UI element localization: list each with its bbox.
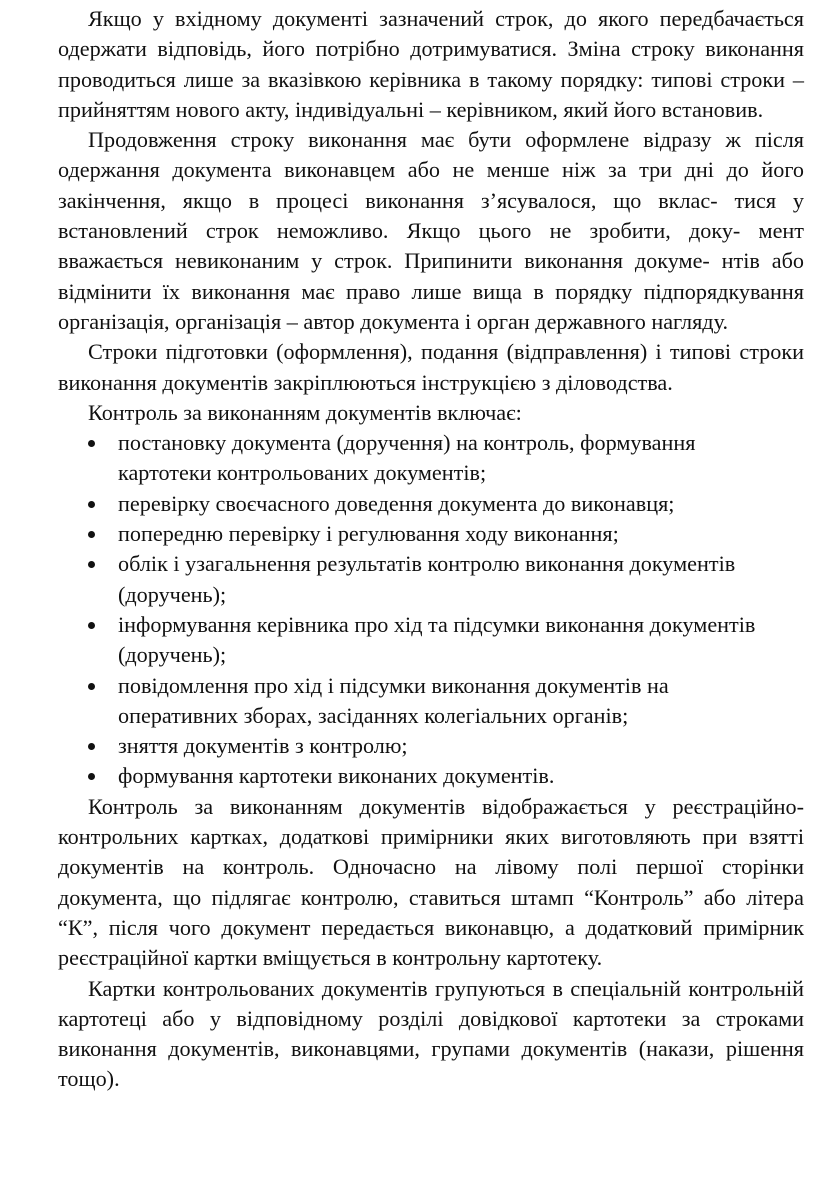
list-item-text: перевірку своєчасного доведення документа до виконавця;: [118, 490, 675, 516]
paragraph-deadlines-instruction: Строки підготовки (оформлення), подання (відправлення) і типові строки виконання документів закріплюються інструкцією з діловодства.: [58, 339, 804, 395]
list-item: [58, 549, 804, 610]
list-item-text: постановку документа (доручення) на контроль, формування картотеки контрольованих документів;: [118, 430, 696, 486]
list-item-text: попередню перевірку і регулювання ходу виконання;: [118, 521, 619, 547]
bullet-icon: [88, 561, 95, 568]
bullet-icon: [88, 622, 95, 629]
bullet-icon: [88, 531, 95, 538]
bullet-icon: [88, 440, 95, 447]
list-item: [58, 671, 804, 732]
bullet-icon: [88, 773, 95, 780]
bullet-icon: [88, 501, 95, 508]
list-item: [58, 428, 804, 489]
list-item: [58, 610, 804, 671]
list-item: [58, 489, 804, 519]
list-item-text: зняття документів з контролю;: [118, 733, 408, 759]
paragraph-deadline-extension: Продовження строку виконання має бути оформлене відразу ж після одержання документа виконавцем або не менше ніж за три дні до його закінчення, якщо в процесі виконання з’ясувалося, що вклас- тися у встановлений строк неможливо. Якщо цього не зробити, доку- мент вважається невиконаним у строк. Припинити виконання докуме- нтів або відмінити їх виконання має право лише вища в порядку підпорядкування організація, організація – автор документа і орган державного нагляду.: [58, 127, 804, 334]
list-item-text: повідомлення про хід і підсумки виконання документів на оперативних зборах, засіданнях колегіальних органів;: [118, 672, 669, 728]
paragraph-deadline-compliance: Якщо у вхідному документі зазначений строк, до якого передбачається одержати відповідь, його потрібно дотримуватися. Зміна строку виконання проводиться лише за вказівкою керівника в такому порядку: типові строки – прийняттям нового акту, індивідуальні – керівником, який його встановив.: [58, 6, 804, 122]
control-steps-list: [58, 428, 804, 792]
list-item: [58, 761, 804, 791]
paragraph-card-grouping: Картки контрольованих документів групуються в спеціальній контрольній картотеці або у відповідному розділі довідкової картотеки за строками виконання документів, виконавцями, групами документів (накази, рішення тощо).: [58, 975, 804, 1092]
list-item-text: облік і узагальнення результатів контролю виконання документів (доручень);: [118, 551, 736, 607]
list-item-text: формування картотеки виконаних документів.: [118, 763, 555, 789]
list-item-text: інформування керівника про хід та підсумки виконання документів (доручень);: [118, 611, 756, 668]
paragraph-control-cards: Контроль за виконанням документів відображається у реєстраційно-контрольних картках, додаткові примірники яких виготовляють при взятті документів на контроль. Одночасно на лівому полі першої сторінки документа, що підлягає контролю, ставиться штамп “Контроль” або літера “К”, після чого документ передається виконавцю, а додатковий примірник реєстраційної картки вміщується в контрольну картотеку.: [58, 793, 804, 971]
bullet-icon: [88, 743, 95, 750]
list-item: [58, 519, 804, 549]
document-page: [58, 4, 804, 1095]
paragraph-control-includes: Контроль за виконанням документів включає:: [88, 399, 522, 425]
list-item: [58, 731, 804, 761]
bullet-icon: [88, 683, 95, 690]
